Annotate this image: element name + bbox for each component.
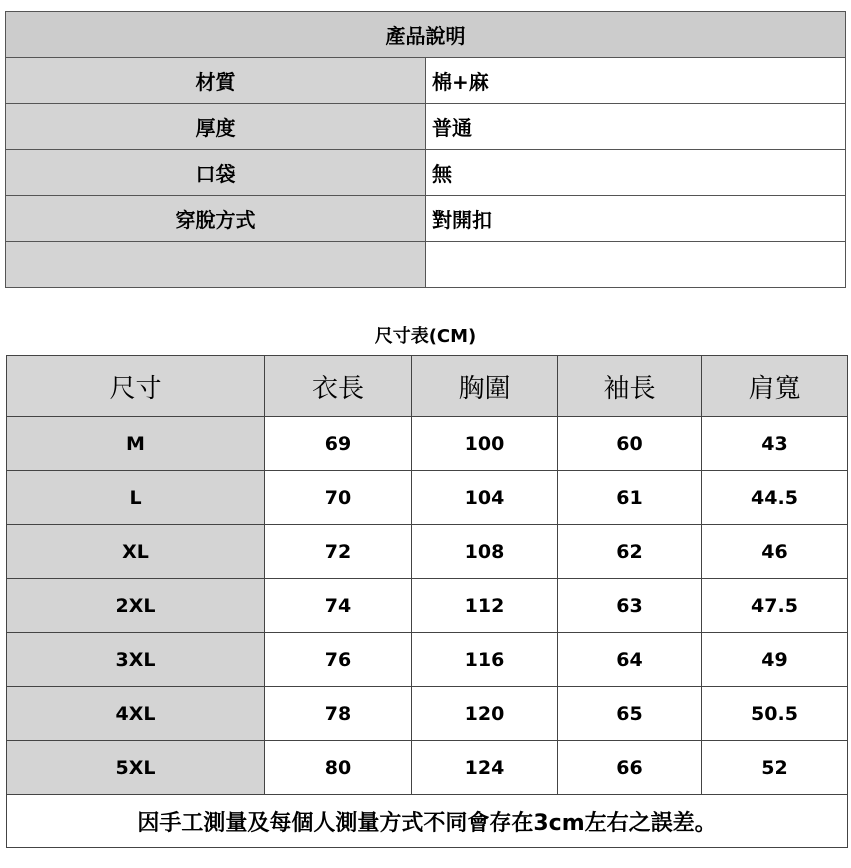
table-row [7,471,848,525]
chest-cell: 112 [412,579,558,633]
shoulder-cell: 46 [702,525,848,579]
table-row [7,417,848,471]
length-cell: 80 [265,741,412,795]
spec-value: 對開扣 [426,196,846,242]
measurement-note: 因手工測量及每個人測量方式不同會存在3cm左右之誤差。 [7,795,848,848]
product-description-title: 產品說明 [6,12,846,58]
size-chart-header-row [7,356,848,417]
sleeve-cell: 66 [558,741,702,795]
spec-label: 材質 [6,58,426,104]
length-cell: 76 [265,633,412,687]
sleeve-cell: 62 [558,525,702,579]
table-row [7,579,848,633]
note-row [7,795,848,848]
chest-cell: 116 [412,633,558,687]
table-row [7,741,848,795]
spec-value: 普通 [426,104,846,150]
length-cell: 72 [265,525,412,579]
sleeve-cell: 64 [558,633,702,687]
spec-label [6,242,426,288]
size-chart-table [6,355,848,848]
sleeve-cell: 61 [558,471,702,525]
spec-label: 厚度 [6,104,426,150]
shoulder-cell: 52 [702,741,848,795]
shoulder-cell: 43 [702,417,848,471]
sleeve-cell: 65 [558,687,702,741]
length-cell: 69 [265,417,412,471]
table-row [7,633,848,687]
chest-cell: 120 [412,687,558,741]
shoulder-cell: 44.5 [702,471,848,525]
shoulder-cell: 47.5 [702,579,848,633]
header-length: 衣長 [265,356,412,417]
table-row [7,525,848,579]
product-description-table [5,11,846,288]
spec-row-empty [6,242,846,288]
shoulder-cell: 49 [702,633,848,687]
size-cell: M [7,417,265,471]
spec-row-thickness [6,104,846,150]
sleeve-cell: 63 [558,579,702,633]
length-cell: 74 [265,579,412,633]
size-chart-caption: 尺寸表(CM) [374,326,477,347]
size-cell: 4XL [7,687,265,741]
size-cell: XL [7,525,265,579]
size-cell: 5XL [7,741,265,795]
spec-value: 無 [426,150,846,196]
chest-cell: 104 [412,471,558,525]
spec-row-material [6,58,846,104]
shoulder-cell: 50.5 [702,687,848,741]
header-size: 尺寸 [7,356,265,417]
length-cell: 70 [265,471,412,525]
size-cell: L [7,471,265,525]
sleeve-cell: 60 [558,417,702,471]
table-row [7,687,848,741]
header-shoulder: 肩寬 [702,356,848,417]
header-sleeve: 袖長 [558,356,702,417]
spec-label: 口袋 [6,150,426,196]
spec-row-pocket [6,150,846,196]
spec-label: 穿脫方式 [6,196,426,242]
spec-value: 棉+麻 [426,58,846,104]
spec-row-closure [6,196,846,242]
size-cell: 2XL [7,579,265,633]
chest-cell: 108 [412,525,558,579]
chest-cell: 100 [412,417,558,471]
length-cell: 78 [265,687,412,741]
size-cell: 3XL [7,633,265,687]
header-chest: 胸圍 [412,356,558,417]
spec-value [426,242,846,288]
chest-cell: 124 [412,741,558,795]
